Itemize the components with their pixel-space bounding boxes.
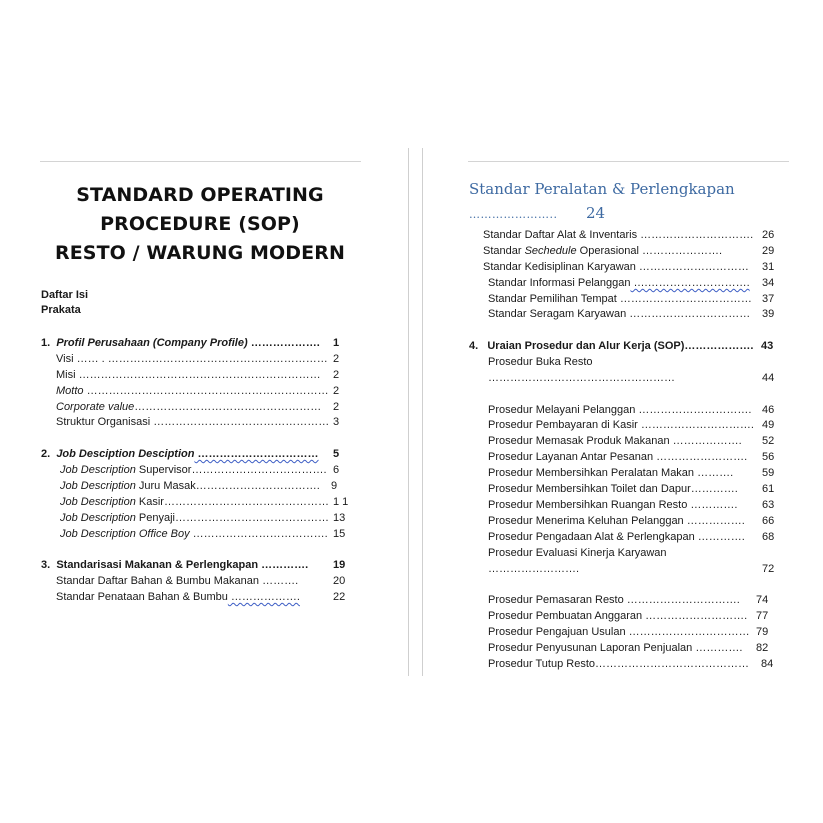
toc-dots: …………………………. bbox=[637, 229, 754, 241]
toc-page-number: 84 bbox=[761, 658, 774, 670]
toc-text-italic: Job Description bbox=[60, 496, 136, 508]
toc-page-number: 61 bbox=[762, 483, 775, 495]
left-page-top-rule bbox=[40, 161, 361, 162]
toc-entry-seragam-karyawan[interactable] bbox=[488, 306, 798, 322]
toc-dots: ………………. bbox=[669, 435, 742, 447]
toc-dots: …………………………… bbox=[626, 308, 751, 320]
document-title-line-3: RESTO / WARUNG MODERN bbox=[55, 242, 345, 264]
toc-text: Standar Informasi Pelanggan bbox=[488, 277, 631, 289]
toc-entry-keluhan-pelanggan[interactable] bbox=[488, 513, 788, 529]
toc-page-number: 2 bbox=[333, 401, 340, 413]
toc-dots: ………………. bbox=[684, 340, 754, 352]
toc-page-number: 79 bbox=[756, 626, 769, 638]
toc-text: Struktur Organisasi bbox=[56, 416, 151, 428]
toc-dots: ………………. bbox=[227, 591, 300, 603]
toc-text: Standar Daftar Alat & Inventaris bbox=[483, 229, 638, 241]
toc-dots: ………. bbox=[694, 467, 734, 479]
toc-dots: ………………………. bbox=[642, 610, 748, 622]
toc-entry-pembuatan-anggaran[interactable] bbox=[488, 608, 788, 624]
toc-text: Kasir bbox=[135, 496, 164, 508]
toc-page-number: 44 bbox=[762, 372, 775, 384]
toc-dots: …………. bbox=[687, 499, 738, 511]
toc-text: Operasional bbox=[576, 245, 639, 257]
section-heading-peralatan-leader bbox=[469, 204, 606, 222]
toc-dots: ………………………………. bbox=[191, 464, 327, 476]
toc-entry-section-1[interactable] bbox=[41, 335, 351, 351]
toc-page-number: 49 bbox=[762, 419, 775, 431]
toc-text-italic: Job Description bbox=[60, 512, 136, 524]
toc-text: Standar Daftar Bahan & Bumbu Makanan bbox=[56, 575, 260, 587]
toc-entry-jd-office-boy[interactable] bbox=[60, 526, 360, 542]
toc-entry-memasak-produk[interactable] bbox=[488, 433, 788, 449]
toc-text: Corporate value bbox=[56, 401, 135, 413]
toc-text-pre: Standar bbox=[483, 245, 525, 257]
toc-entry-pemasaran-resto[interactable] bbox=[488, 592, 788, 608]
toc-entry-struktur-organisasi[interactable] bbox=[56, 414, 356, 430]
toc-dots: ……………………. bbox=[488, 563, 580, 575]
toc-page-number: 1 bbox=[333, 337, 340, 349]
toc-entry-jd-kasir[interactable] bbox=[60, 494, 360, 510]
toc-entry-tutup-resto[interactable] bbox=[488, 656, 788, 672]
toc-text: Standar Kedisiplinan Karyawan bbox=[483, 261, 636, 273]
toc-dots: …………………………… bbox=[194, 448, 319, 460]
toc-page-number: 52 bbox=[762, 435, 775, 447]
toc-entry-section-3[interactable] bbox=[41, 557, 351, 573]
toc-text: Prosedur Membersihkan Toilet dan Dapur bbox=[488, 483, 691, 495]
toc-text: Supervisor bbox=[135, 464, 192, 476]
toc-dots: ………………………………………………………… bbox=[83, 385, 329, 397]
heading-dots: ………………….. bbox=[469, 208, 558, 221]
toc-dots: ……………………………………… bbox=[163, 496, 329, 508]
toc-entry-informasi-pelanggan[interactable] bbox=[488, 275, 798, 291]
toc-page-number: 34 bbox=[762, 277, 775, 289]
toc-entry-schedule-operasional[interactable] bbox=[483, 243, 793, 259]
toc-dots: ………………………………………… bbox=[150, 416, 330, 428]
toc-text-italic: Sechedule bbox=[524, 245, 577, 257]
toc-text: Prosedur Menerima Keluhan Pelanggan bbox=[488, 515, 684, 527]
toc-entry-corporate-value[interactable] bbox=[56, 399, 356, 415]
toc-text: Standarisasi Makanan & Perlengkapan bbox=[56, 559, 259, 571]
heading-page-number: 24 bbox=[586, 204, 606, 222]
toc-text: Profil Perusahaan (Company Profile) bbox=[56, 337, 248, 349]
toc-dots: ……………. bbox=[683, 515, 745, 527]
toc-dots: …………. bbox=[694, 531, 745, 543]
toc-page-number: 13 bbox=[333, 512, 346, 524]
toc-entry-misi[interactable] bbox=[56, 367, 356, 383]
toc-text: Prosedur Buka Resto bbox=[488, 356, 593, 368]
page-gutter-right bbox=[422, 148, 423, 676]
toc-dots: …………. bbox=[690, 483, 738, 495]
toc-entry-pengadaan-alat[interactable] bbox=[488, 529, 788, 545]
toc-page-number: 2 bbox=[333, 385, 340, 397]
toc-dots: …………………………………………… bbox=[134, 401, 322, 413]
toc-page-number: 2 bbox=[333, 353, 340, 365]
document-title-line-2: PROCEDURE (SOP) bbox=[100, 213, 300, 235]
toc-page-number: 68 bbox=[762, 531, 775, 543]
toc-entry-melayani-pelanggan[interactable] bbox=[488, 402, 788, 418]
toc-text: Prosedur Pembuatan Anggaran bbox=[488, 610, 643, 622]
toc-entry-membersihkan-toilet[interactable] bbox=[488, 481, 788, 497]
toc-text: Prosedur Pemasaran Resto bbox=[488, 594, 624, 606]
page-gutter-left bbox=[408, 148, 409, 676]
toc-dots: ………………. bbox=[247, 337, 320, 349]
toc-number: 2. bbox=[41, 448, 51, 460]
toc-entry-pembayaran-kasir[interactable] bbox=[488, 417, 788, 433]
toc-text: Prosedur Membersihkan Ruangan Resto bbox=[488, 499, 688, 511]
toc-text: Prosedur Tutup Resto bbox=[488, 658, 596, 670]
toc-entry-section-4[interactable] bbox=[469, 338, 789, 354]
toc-page-number: 22 bbox=[333, 591, 346, 603]
toc-entry-evaluasi-kinerja[interactable] bbox=[488, 545, 788, 561]
toc-dots: …………………………. bbox=[635, 404, 752, 416]
toc-page-number: 59 bbox=[762, 467, 775, 479]
document-title-line-1: STANDARD OPERATING bbox=[76, 184, 324, 206]
toc-entry-layanan-antar[interactable] bbox=[488, 449, 788, 465]
toc-dots: ……………………. bbox=[653, 451, 748, 463]
toc-text: Motto bbox=[56, 385, 84, 397]
toc-number: 3. bbox=[41, 559, 51, 571]
toc-text: Penyaji bbox=[135, 512, 175, 524]
toc-entry-evaluasi-kinerja-leader bbox=[488, 561, 788, 577]
toc-dots: ………………………………. bbox=[189, 528, 328, 540]
toc-text: Prosedur Membersihkan Peralatan Makan bbox=[488, 467, 695, 479]
toc-text: Standar Penataan Bahan & Bumbu bbox=[56, 591, 228, 603]
toc-page-number: 29 bbox=[762, 245, 775, 257]
toc-text: Prosedur Evaluasi Kinerja Karyawan bbox=[488, 547, 667, 559]
toc-entry-jd-penyaji[interactable] bbox=[60, 510, 360, 526]
toc-number: 4. bbox=[469, 340, 479, 352]
toc-page-number: 6 bbox=[333, 464, 340, 476]
toc-page-number: 37 bbox=[762, 293, 775, 305]
section-heading-peralatan: Standar Peralatan & Perlengkapan bbox=[469, 180, 735, 198]
toc-entry-daftar-alat[interactable] bbox=[483, 227, 793, 243]
toc-dots: …………………………………… bbox=[595, 658, 750, 670]
toc-page-number: 19 bbox=[333, 559, 346, 571]
toc-text: Visi bbox=[56, 353, 74, 365]
toc-page-number: 72 bbox=[762, 563, 775, 575]
toc-text: Job Desciption Desciption bbox=[56, 448, 195, 460]
toc-page-number: 15 bbox=[333, 528, 346, 540]
toc-entry-jd-supervisor[interactable] bbox=[60, 462, 360, 478]
toc-dots: …………………………. bbox=[637, 419, 754, 431]
toc-page-number: 74 bbox=[756, 594, 769, 606]
toc-text-italic: Job Description bbox=[60, 464, 136, 476]
toc-page-number: 56 bbox=[762, 451, 775, 463]
toc-heading: Daftar Isi bbox=[41, 289, 89, 301]
toc-text: Misi bbox=[56, 369, 76, 381]
toc-text: Prosedur Pembayaran di Kasir bbox=[488, 419, 638, 431]
toc-number: 1. bbox=[41, 337, 51, 349]
toc-page-number: 31 bbox=[762, 261, 775, 273]
right-page-top-rule bbox=[468, 161, 789, 162]
toc-entry-daftar-bahan[interactable] bbox=[56, 573, 356, 589]
toc-page-number: 9 bbox=[331, 480, 338, 492]
toc-entry-kedisiplinan[interactable] bbox=[483, 259, 793, 275]
toc-page-number: 66 bbox=[762, 515, 775, 527]
toc-text: Prosedur Memasak Produk Makanan bbox=[488, 435, 670, 447]
toc-entry-jd-juru-masak[interactable] bbox=[60, 478, 360, 494]
toc-page-number: 1 1 bbox=[333, 496, 349, 508]
toc-page-number: 43 bbox=[761, 340, 774, 352]
toc-page-number: 26 bbox=[762, 229, 775, 241]
toc-page-number: 63 bbox=[762, 499, 775, 511]
toc-page-number: 5 bbox=[333, 448, 340, 460]
toc-entry-penataan-bahan[interactable] bbox=[56, 589, 356, 605]
toc-entry-buka-resto[interactable] bbox=[488, 354, 788, 370]
toc-dots: ……………………………… bbox=[616, 293, 752, 305]
toc-dots: …………. bbox=[258, 559, 309, 571]
toc-dots: ………. bbox=[259, 575, 299, 587]
toc-entry-buka-resto-leader bbox=[488, 370, 788, 386]
toc-text: Prosedur Melayani Pelanggan bbox=[488, 404, 636, 416]
toc-text: Uraian Prosedur dan Alur Kerja (SOP) bbox=[487, 340, 685, 352]
toc-dots: …………………………. bbox=[623, 594, 740, 606]
toc-dots: …………………………………… bbox=[174, 512, 329, 524]
toc-page-number: 20 bbox=[333, 575, 346, 587]
toc-entry-section-2[interactable] bbox=[41, 446, 351, 462]
toc-dots: ………………………… bbox=[635, 261, 749, 273]
toc-page-number: 77 bbox=[756, 610, 769, 622]
toc-entry-pengajuan-usulan[interactable] bbox=[488, 624, 788, 640]
toc-text: Standar Seragam Karyawan bbox=[488, 308, 627, 320]
toc-entry-pemilihan-tempat[interactable] bbox=[488, 291, 798, 307]
toc-dots: …………………………… bbox=[625, 626, 750, 638]
toc-page-number: 3 bbox=[333, 416, 340, 428]
toc-page-number: 82 bbox=[756, 642, 769, 654]
toc-dots: ………………………………………………………… bbox=[75, 369, 321, 381]
toc-text: Standar Pemilihan Tempat bbox=[488, 293, 617, 305]
toc-entry-visi[interactable] bbox=[56, 351, 356, 367]
toc-entry-laporan-penjualan[interactable] bbox=[488, 640, 788, 656]
toc-text-italic: Job Description Office Boy bbox=[60, 528, 190, 540]
prakata-label: Prakata bbox=[41, 304, 81, 316]
toc-text: Juru Masak bbox=[135, 480, 196, 492]
toc-page-number: 2 bbox=[333, 369, 340, 381]
toc-dots: ….………………………. bbox=[630, 277, 750, 289]
toc-dots: …………………………………………… bbox=[488, 372, 675, 384]
toc-text: Prosedur Pengajuan Usulan bbox=[488, 626, 626, 638]
toc-text: Prosedur Pengadaan Alat & Perlengkapan bbox=[488, 531, 695, 543]
toc-text: Prosedur Layanan Antar Pesanan bbox=[488, 451, 654, 463]
toc-dots: …………………. bbox=[638, 245, 723, 257]
toc-dots: …………. bbox=[692, 642, 743, 654]
toc-page-number: 39 bbox=[762, 308, 775, 320]
toc-text: Prosedur Penyusunan Laporan Penjualan bbox=[488, 642, 693, 654]
toc-entry-membersihkan-ruangan[interactable] bbox=[488, 497, 788, 513]
toc-text-italic: Job Description bbox=[60, 480, 136, 492]
toc-entry-motto[interactable] bbox=[56, 383, 356, 399]
toc-dots: …… . …………………………………………………… bbox=[73, 353, 328, 365]
toc-entry-membersihkan-peralatan[interactable] bbox=[488, 465, 788, 481]
toc-page-number: 46 bbox=[762, 404, 775, 416]
toc-dots: ……………………………. bbox=[195, 480, 320, 492]
